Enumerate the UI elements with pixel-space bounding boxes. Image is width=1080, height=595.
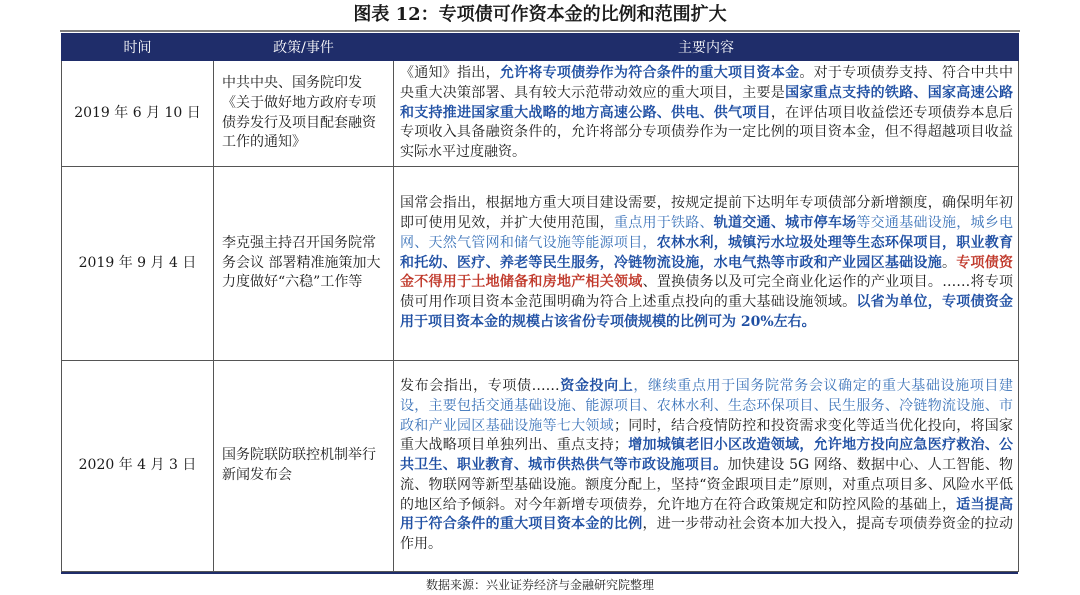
header-event: 政策/事件 <box>214 34 394 61</box>
table-row <box>62 61 1019 167</box>
data-source-note: 数据来源：兴业证券经济与金融研究院整理 <box>425 578 654 592</box>
content-segment: 国家重点支持的铁路、国家高速公路和支持推进国家重大战略的地方高速公路、供电、供气项目 <box>400 84 1014 121</box>
content-segment: 发布会指出，专项债…… <box>400 377 560 394</box>
content-segment: 国常会指出，根据地方重大项目建设需要，按规定提前下达明年专项债部分新增额度，确保明年初即可使用见效，并扩大使用范围， <box>400 195 1013 231</box>
row-event: 国务院联防联控机制举行新闻发布会 <box>214 361 394 572</box>
row-event: 中共中央、国务院印发《关于做好地方政府专项债券发行及项目配套融资工作的通知》 <box>214 61 394 167</box>
content-segment: ，在评估项目收益偿还专项债券本息后专项收入具备融资条件的，允许将部分专项债券作为一定比例的项目资本金，但不得超越项目收益实际水平过度融资。 <box>400 104 1014 161</box>
row-date: 2020 年 4 月 3 日 <box>62 361 214 572</box>
content-segment: 、置换债务以及可完全商业化运作的产业项目。……将专项债可用作项目资本金范围明确为符合上述重点投向的重大基础设施领域。 <box>400 274 1014 311</box>
table-row <box>62 167 1019 361</box>
row-content <box>394 61 1019 167</box>
content-segment: 专项债资金不得用于土地储备和房地产相关领域 <box>400 254 1014 291</box>
header-content: 主要内容 <box>394 34 1019 61</box>
content-segment: 。 <box>941 254 957 271</box>
table-header-row <box>62 34 1019 61</box>
row-content <box>394 167 1019 361</box>
content-segment: 《通知》指出， <box>400 65 500 81</box>
content-segment: 适当提高用于符合条件的重大项目资本金的比例 <box>400 496 1014 533</box>
content-segment: 加快建设 5G 网络、数据中心、人工智能、物流、物联网等新型基础设施。额度分配上，坚持“资金跟项目走”原则，对重点项目多、风险水平低的地区给予倾斜。对今年新增专项债券，允许地方在符合政策规定和防控风险的基础上， <box>400 457 1013 513</box>
content-segment: 以省为单位，专项债资金用于项目资本金的规模占该省份专项债规模的比例可为 20%左右。 <box>400 294 1014 330</box>
content-segment: ；同时，结合疫情防控和投资需求变化等适当优化投向，将国家重大战略项目单独列出、重点支持； <box>400 417 1014 454</box>
content-segment: 允许将专项债券作为符合条件的重大项目资本金 <box>499 65 800 81</box>
row-content <box>394 361 1019 572</box>
table-row <box>62 361 1019 572</box>
content-segment: ，进一步带动社会资本加大投入，提高专项债券资金的拉动作用。 <box>400 516 1013 553</box>
content-segment: ，继续重点用于国务院常务会议确定的重大基础设施项目建设，主要包括交通基础设施、能源项目、农林水利、生态环保项目、民生服务、冷链物流设施、市政和产业园区基础设施等七大领域 <box>400 377 1013 434</box>
content-segment: 。对于专项债券支持、符合中共中央重大决策部署、具有较大示范带动效应的重大项目，主要是 <box>400 65 1014 101</box>
row-date: 2019 年 9 月 4 日 <box>62 167 214 361</box>
row-date: 2019 年 6 月 10 日 <box>62 61 214 167</box>
figure-title: 图表 12：专项债可作资本金的比例和范围扩大 <box>353 4 727 25</box>
bottom-divider <box>61 572 1018 574</box>
content-segment: 轨道交通、城市停车场 <box>713 215 857 231</box>
row-event: 李克强主持召开国务院常务会议 部署精准施策加大力度做好“六稳”工作等 <box>214 167 394 361</box>
title-divider <box>60 30 1020 32</box>
header-time: 时间 <box>62 34 214 61</box>
content-segment: 增加城镇老旧小区改造领域，允许地方投向应急医疗救治、公共卫生、职业教育、城市供热供气等市政设施项目。 <box>400 437 1014 474</box>
content-segment: 资金投向上 <box>559 377 634 394</box>
content-segment: 重点用于铁路、 <box>613 215 714 231</box>
content-segment: 农林水利，城镇污水垃圾处理等生态环保项目，职业教育和托幼、医疗、养老等民生服务，冷链物流设施，水电气热等市政和产业园区基础设施 <box>400 234 1014 271</box>
policy-table <box>61 33 1019 572</box>
content-segment: 等交通基础设施，城乡电网、天然气管网和储气设施等能源项目， <box>400 215 1014 251</box>
